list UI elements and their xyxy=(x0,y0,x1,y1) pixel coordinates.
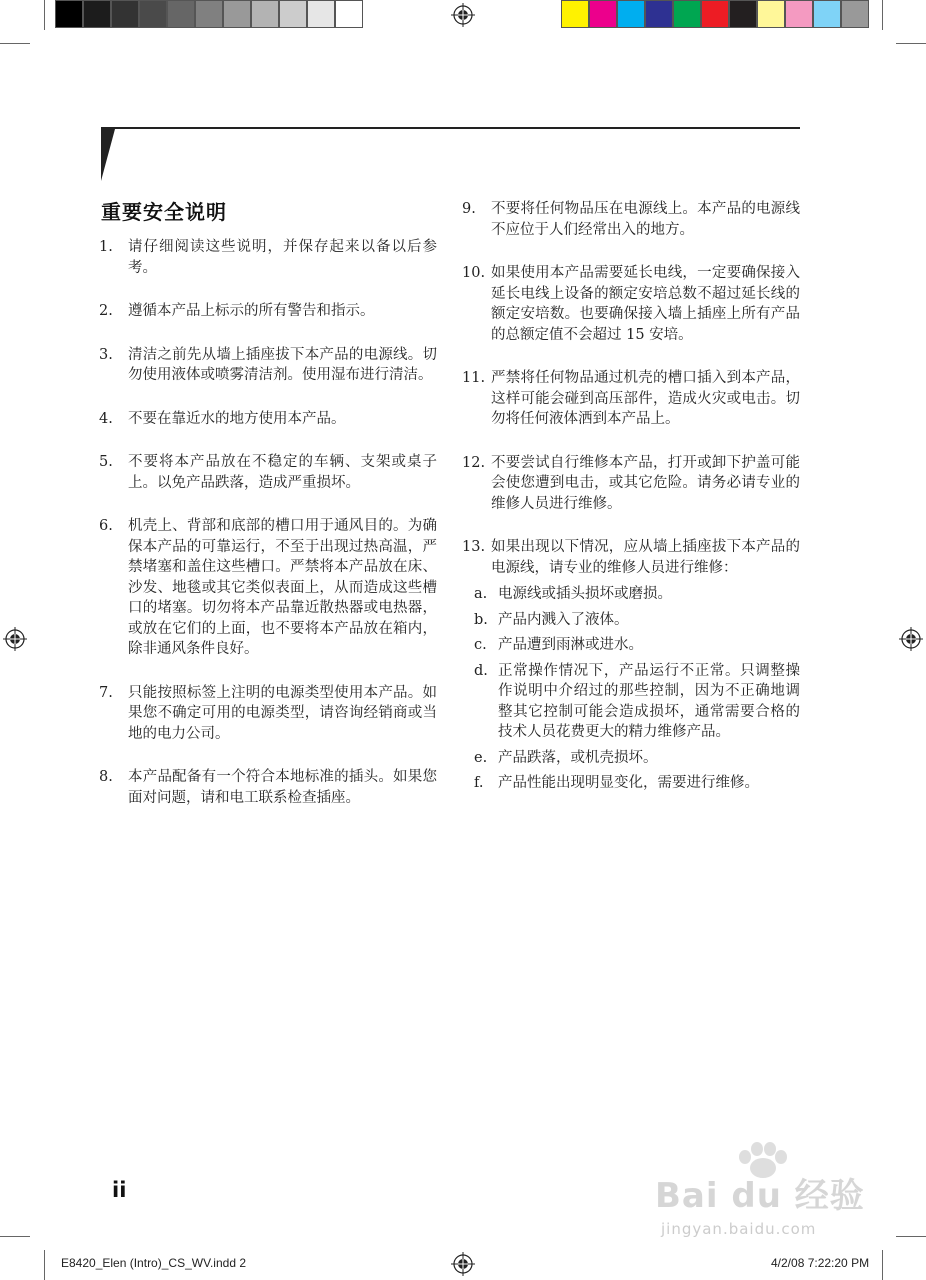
item-number: c. xyxy=(474,637,487,653)
item-text: 机壳上、背部和底部的槽口用于通风目的。为确保本产品的可靠运行，不至于出现过热高温，严禁堵塞和盖住这些槽口。严禁将本产品放在床、沙发、地毯或其它类似表面上，从而造成这些槽口的堵塞。切勿将本产品靠近散热器或电热器，或放在它们的上面，也不要将本产品放在箱内，除非通风条件良好。 xyxy=(128,518,437,657)
color-swatch xyxy=(757,0,785,28)
color-swatch xyxy=(813,0,841,28)
list-item xyxy=(99,409,437,430)
item-number: e. xyxy=(474,749,488,766)
item-text: 不要在靠近水的地方使用本产品。 xyxy=(128,410,346,427)
color-swatch xyxy=(335,0,363,28)
item-number: d. xyxy=(474,662,488,679)
color-swatch xyxy=(645,0,673,28)
watermark xyxy=(655,1140,875,1270)
registration-target-icon xyxy=(899,627,923,651)
list-item xyxy=(99,237,437,278)
sub-list-item xyxy=(462,635,800,656)
item-text: 只能按照标签上注明的电源类型使用本产品。如果您不确定可用的电源类型，请咨询经销商或当地的电力公司。 xyxy=(128,684,437,742)
list-item xyxy=(462,263,800,345)
color-swatch xyxy=(589,0,617,28)
item-text: 产品内溅入了液体。 xyxy=(498,611,629,628)
item-text: 产品跌落，或机壳损坏。 xyxy=(498,749,658,766)
item-number: 7. xyxy=(99,684,113,701)
crop-mark xyxy=(882,1250,883,1280)
color-swatch xyxy=(561,0,589,28)
sub-list-item xyxy=(462,748,800,769)
item-text: 不要将任何物品压在电源线上。本产品的电源线不应位于人们经常出入的地方。 xyxy=(491,201,800,238)
item-text: 严禁将任何物品通过机壳的槽口插入到本产品，这样可能会碰到高压部件，造成火灾或电击。切勿将任何液体洒到本产品上。 xyxy=(491,370,800,427)
list-item xyxy=(462,453,800,515)
item-number: f. xyxy=(474,775,484,791)
list-item xyxy=(462,537,800,578)
item-text: 不要尝试自行维修本产品，打开或卸下护盖可能会使您遭到电击，或其它危险。请务必请专业的维修人员进行维修。 xyxy=(491,454,800,512)
list-item xyxy=(99,345,437,386)
item-text: 产品性能出现明显变化，需要进行维修。 xyxy=(498,775,759,791)
sub-list-item xyxy=(462,773,800,794)
section-title: 重要安全说明 xyxy=(101,200,227,224)
page-number: ii xyxy=(112,1178,127,1202)
item-text: 电源线或插头损坏或磨损。 xyxy=(498,586,672,602)
slug-file-info: E8420_Elen (Intro)_CS_WV.indd 2 xyxy=(61,1256,247,1270)
item-number: 11. xyxy=(462,370,486,386)
color-swatch xyxy=(673,0,701,28)
color-swatch xyxy=(55,0,83,28)
item-number: 5. xyxy=(99,454,113,470)
crop-mark xyxy=(0,43,30,44)
item-text: 不要将本产品放在不稳定的车辆、支架或桌子上。以免产品跌落，造成严重损坏。 xyxy=(128,454,437,491)
color-swatch xyxy=(195,0,223,28)
list-item xyxy=(99,516,437,660)
color-swatch xyxy=(111,0,139,28)
item-text: 清洁之前先从墙上插座拔下本产品的电源线。切勿使用液体或喷雾清洁剂。使用湿布进行清洁。 xyxy=(128,346,437,383)
watermark-brand: Bai du 经验 xyxy=(655,1176,865,1216)
item-text: 正常操作情况下，产品运行不正常。只调整操作说明中介绍过的那些控制，因为不正确地调整其它控制可能会造成损坏，通常需要合格的技术人员花费更大的精力维修产品。 xyxy=(498,662,800,740)
item-number: 13. xyxy=(462,539,486,555)
crop-mark xyxy=(882,0,883,30)
item-number: 2. xyxy=(99,303,113,319)
item-text: 本产品配备有一个符合本地标准的插头。如果您面对问题，请和电工联系检查插座。 xyxy=(128,769,437,806)
item-number: 3. xyxy=(99,346,113,363)
color-swatch xyxy=(83,0,111,28)
item-text: 遵循本产品上标示的所有警告和指示。 xyxy=(128,303,375,319)
item-number: 10. xyxy=(462,265,486,281)
item-text: 如果使用本产品需要延长电线，一定要确保接入延长电线上设备的额定安培总数不超过延长线的额定安培数。也要确保接入墙上插座上所有产品的总额定值不会超过 15 安培。 xyxy=(491,265,800,343)
color-swatch xyxy=(251,0,279,28)
crop-mark xyxy=(896,43,926,44)
item-number: 8. xyxy=(99,769,113,785)
list-item xyxy=(99,683,437,745)
item-number: b. xyxy=(474,611,488,628)
color-swatch xyxy=(785,0,813,28)
color-swatch xyxy=(307,0,335,28)
header-corner-mark xyxy=(101,129,115,181)
color-swatch xyxy=(617,0,645,28)
color-swatch xyxy=(139,0,167,28)
color-swatch xyxy=(167,0,195,28)
item-number: 4. xyxy=(99,410,113,427)
crop-mark xyxy=(44,0,45,30)
crop-mark xyxy=(0,1236,30,1237)
crop-mark xyxy=(44,1250,45,1280)
right-column xyxy=(462,199,800,799)
crop-mark xyxy=(896,1236,926,1237)
color-swatch xyxy=(701,0,729,28)
item-text: 产品遭到雨淋或进水。 xyxy=(498,637,643,653)
item-number: 12. xyxy=(462,454,486,471)
item-number: 9. xyxy=(462,201,476,217)
sub-list-item xyxy=(462,661,800,743)
list-item xyxy=(462,368,800,430)
list-item xyxy=(99,452,437,493)
list-item xyxy=(99,301,437,322)
registration-target-icon xyxy=(451,3,475,27)
list-item xyxy=(99,767,437,808)
header-rule xyxy=(101,127,800,129)
sub-list-item xyxy=(462,584,800,605)
item-text: 如果出现以下情况，应从墙上插座拔下本产品的电源线，请专业的维修人员进行维修： xyxy=(491,539,800,576)
left-column xyxy=(99,237,437,831)
list-item xyxy=(462,199,800,240)
slug-timestamp: 4/2/08 7:22:20 PM xyxy=(771,1256,870,1270)
item-number: a. xyxy=(474,586,488,602)
sub-list-item xyxy=(462,610,800,631)
color-swatch xyxy=(279,0,307,28)
color-swatch xyxy=(223,0,251,28)
item-number: 1. xyxy=(99,239,113,255)
color-swatch xyxy=(841,0,869,28)
registration-target-icon xyxy=(3,627,27,651)
watermark-url: jingyan.baidu.com xyxy=(661,1220,817,1238)
item-number: 6. xyxy=(99,518,113,534)
color-swatch xyxy=(729,0,757,28)
registration-target-icon xyxy=(451,1252,475,1276)
item-text: 请仔细阅读这些说明，并保存起来以备以后参考。 xyxy=(128,239,437,276)
